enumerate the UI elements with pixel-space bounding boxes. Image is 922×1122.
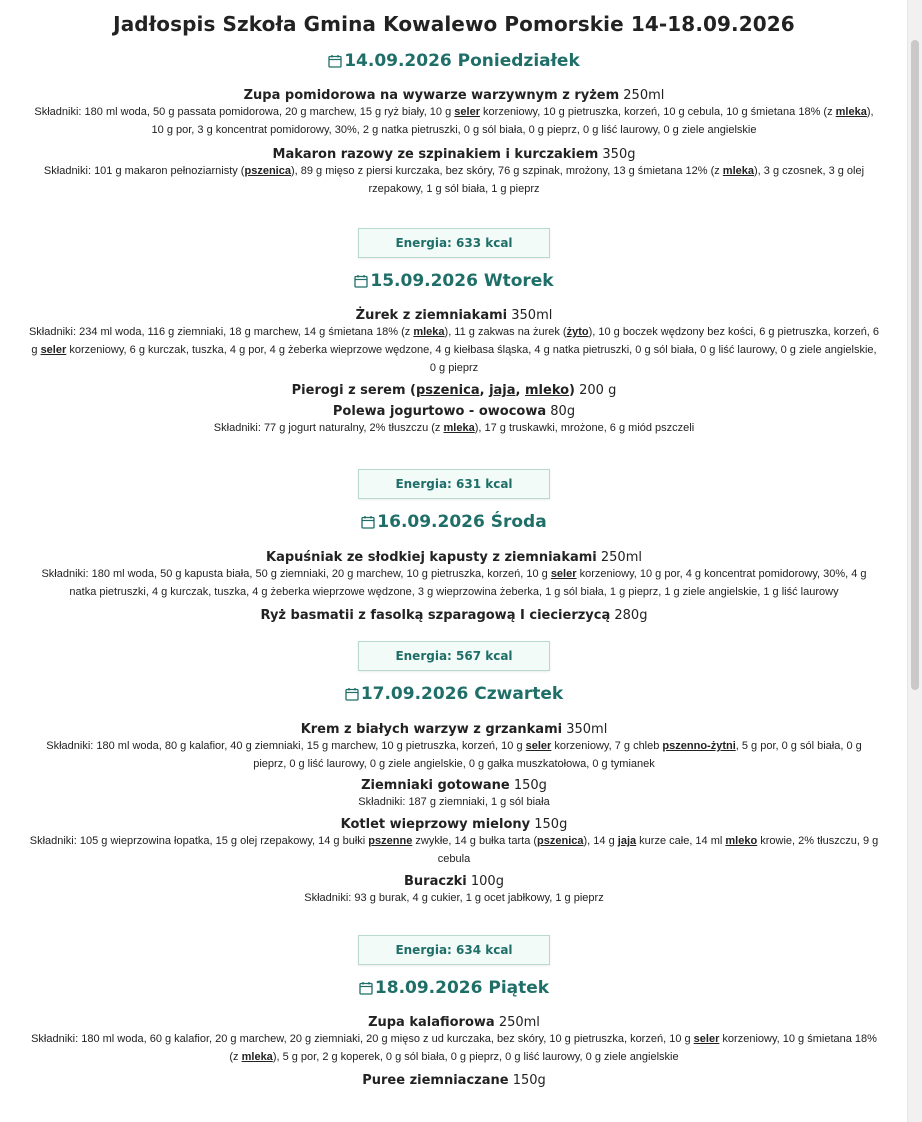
allergen-label: mleko [725,835,758,847]
dish-item [0,722,908,773]
dish-name [0,383,908,398]
ingredients-label: Składniki: [41,568,89,580]
day-section [0,512,908,671]
day-date-label: 14.09.2026 Poniedziałek [344,51,580,71]
dish-title: Pierogi z serem (pszenica, jaja, mleko) [291,383,575,398]
allergen-label: żyto [566,326,589,338]
allergen-label: pszenica [244,165,291,177]
ingredients-label: Składniki: [43,165,91,177]
dish-portion: 280g [614,608,648,623]
day-date-label: 18.09.2026 Piątek [374,978,550,998]
dish-portion: 80g [550,404,576,419]
day-date-label: 15.09.2026 Wtorek [370,271,554,291]
dish-name [0,608,908,623]
dish-name [0,1073,908,1088]
dish-name [0,722,908,737]
dish-title: Krem z białych warzyw z grzankami [300,722,563,737]
dish-name [0,404,908,419]
ingredients-text: Składniki: 180 ml woda, 50 g kapusta biała, 50 g ziemniaki, 20 g marchew, 10 g pietruszka, korzeń, 10 g seler korzeniowy, 10 g por, 4 g koncentrat pomidorowy, 30%, 4 g natka pietruszki, 4 g kurczak, tuszka, 4 g żeberka wieprzowe wędzone, 3 g wieprzowina żeberka, 1 g sól biała, 1 g pieprz, 1 g ziele angielskie, 1 g liść laurowy [41,568,867,598]
ingredients-text: Składniki: 180 ml woda, 80 g kalafior, 40 g ziemniaki, 15 g marchew, 10 g pietruszka, korzeń, 10 g seler korzeniowy, 7 g chleb pszenno-żytni, 5 g por, 0 g sól biała, 0 g pieprz, 0 g liść laurowy, 0 g ziele angielskie, 0 g gałka muszkatołowa, 0 g tymianek [46,740,862,770]
energy-badge: Energia: 567 kcal [358,641,550,671]
dish-name [0,778,908,793]
ingredients-text: Składniki: 180 ml woda, 50 g passata pomidorowa, 20 g marchew, 15 g ryż biały, 10 g seler korzeniowy, 10 g pietruszka, korzeń, 10 g cebula, 10 g śmietana 18% (z mleka), 10 g por, 3 g koncentrat pomidorowy, 30%, 2 g natka pietruszki, 0 g sól biała, 0 g pieprz, 0 g liść laurowy, 0 g ziele angielskie [34,106,874,136]
dish-item [0,147,908,198]
dish-portion: 100g [470,874,504,889]
dish-name [0,88,908,103]
dish-portion: 150g [512,1073,546,1088]
dish-item [0,383,908,398]
dish-name [0,550,908,565]
dish-portion: 350ml [566,722,608,737]
dish-item [0,1073,908,1088]
dish-portion: 350g [602,147,636,162]
allergen-label: mleko [525,383,570,398]
dish-name [0,308,908,323]
ingredients-label: Składniki: [213,422,261,434]
calendar-icon [354,274,368,288]
dish-title: Ziemniaki gotowane [361,778,510,793]
dish-title: Ryż basmatii z fasolką szparagową I ciecierzycą [260,608,611,623]
dish-item [0,778,908,811]
allergen-label: seler [693,1033,720,1045]
day-section [0,271,908,499]
day-section [0,51,908,258]
dish-name [0,147,908,162]
dish-portion: 350ml [511,308,553,323]
energy-badge: Energia: 631 kcal [358,469,550,499]
day-title [0,512,908,532]
ingredients-text: Składniki: 187 g ziemniaki, 1 g sól biała [358,796,550,808]
calendar-icon [328,54,342,68]
dish-portion: 250ml [600,550,642,565]
dish-item [0,874,908,907]
day-section [0,978,908,1088]
dish-title: Polewa jogurtowo - owocowa [332,404,547,419]
allergen-label: pszenica [415,383,480,398]
allergen-label: seler [525,740,552,752]
ingredients-text: Składniki: 77 g jogurt naturalny, 2% tłuszczu (z mleka), 17 g truskawki, mrożone, 6 g miód pszczeli [213,422,695,434]
allergen-label: mleka [722,165,754,177]
dish-title: Kapuśniak ze słodkiej kapusty z ziemniakami [266,550,597,565]
dish-item [0,817,908,868]
dish-item [0,608,908,623]
allergen-label: mleka [443,422,475,434]
ingredients-label: Składniki: [29,835,77,847]
ingredients-label: Składniki: [28,326,77,338]
dish-item [0,308,908,377]
dish-name [0,874,908,889]
day-title [0,684,908,704]
allergen-label: mleka [241,1051,273,1063]
dish-title: Puree ziemniaczane [362,1073,509,1088]
dish-portion: 200 g [579,383,617,398]
calendar-icon [361,515,375,529]
dish-portion: 150g [513,778,547,793]
ingredients-label: Składniki: [31,1033,79,1045]
day-date-label: 16.09.2026 Środa [377,512,547,532]
vertical-scrollbar[interactable] [907,0,922,1122]
allergen-label: jaja [617,835,637,847]
day-title [0,978,908,998]
calendar-icon [345,687,359,701]
ingredients-text: Składniki: 105 g wieprzowina łopatka, 15 g olej rzepakowy, 14 g bułki pszenne zwykłe, 14 g bułka tarta (pszenica), 14 g jaja kurze całe, 14 ml mleko krowie, 2% tłuszczu, 9 g cebula [29,835,879,865]
dish-title: Kotlet wieprzowy mielony [340,817,531,832]
dish-item [0,88,908,139]
day-date-label: 17.09.2026 Czwartek [360,684,564,704]
day-title [0,51,908,71]
dish-name [0,1015,908,1030]
page-title: Jadłospis Szkoła Gmina Kowalewo Pomorskie 14-18.09.2026 [113,12,795,36]
dish-item [0,550,908,601]
allergen-label: pszenne [368,835,413,847]
allergen-label: mleka [835,106,867,118]
ingredients-label: Składniki: [358,796,406,808]
allergen-label: seler [454,106,480,118]
ingredients-text: Składniki: 234 ml woda, 116 g ziemniaki, 18 g marchew, 14 g śmietana 18% (z mleka), 11 g zakwas na żurek (żyto), 10 g boczek wędzony bez kości, 6 g pietruszka, korzeń, 6 g seler korzeniowy, 6 g kurczak, tuszka, 4 g por, 4 g żeberka wieprzowe wędzone, 4 g kiełbasa śląska, 4 g natka pietruszki, 0 g sól biała, 0 g liść laurowy, 0 g ziele angielskie, 0 g pieprz [28,326,880,374]
dish-portion: 250ml [623,88,665,103]
ingredients-label: Składniki: [34,106,82,118]
calendar-icon [359,981,373,995]
allergen-label: jaja [489,383,516,398]
ingredients-label: Składniki: [304,892,352,904]
scrollbar-thumb[interactable] [911,40,919,690]
ingredients-text: Składniki: 180 ml woda, 60 g kalafior, 20 g marchew, 20 g ziemniaki, 20 g mięso z ud kurczaka, bez skóry, 10 g pietruszka, korzeń, 10 g seler korzeniowy, 10 g śmietana 18% (z mleka), 5 g por, 2 g koperek, 0 g sól biała, 0 g pieprz, 0 g liść laurowy, 0 g ziele angielskie [31,1033,877,1063]
ingredients-label: Składniki: [46,740,94,752]
dish-portion: 250ml [498,1015,540,1030]
dish-title: Zupa kalafiorowa [368,1015,495,1030]
day-section [0,684,908,965]
energy-badge: Energia: 633 kcal [358,228,550,258]
dish-title: Zupa pomidorowa na wywarze warzywnym z ryżem [243,88,620,103]
dish-title: Buraczki [404,874,467,889]
dish-title: Żurek z ziemniakami [355,308,508,323]
dish-item [0,1015,908,1066]
dish-name [0,817,908,832]
allergen-label: pszenica [537,835,584,847]
dish-title: Makaron razowy ze szpinakiem i kurczakiem [272,147,599,162]
dish-portion: 150g [534,817,568,832]
ingredients-text: Składniki: 101 g makaron pełnoziarnisty (pszenica), 89 g mięso z piersi kurczaka, bez skóry, 76 g szpinak, mrożony, 13 g śmietana 12% (z mleka), 3 g czosnek, 3 g olej rzepakowy, 1 g sól biała, 1 g pieprz [43,165,865,195]
days-container [0,51,908,1088]
allergen-label: mleka [413,326,445,338]
allergen-label: seler [40,344,67,356]
energy-badge: Energia: 634 kcal [358,935,550,965]
day-title [0,271,908,291]
allergen-label: pszenno-żytni [662,740,736,752]
allergen-label: seler [550,568,577,580]
ingredients-text: Składniki: 93 g burak, 4 g cukier, 1 g ocet jabłkowy, 1 g pieprz [304,892,604,904]
dish-item [0,404,908,437]
